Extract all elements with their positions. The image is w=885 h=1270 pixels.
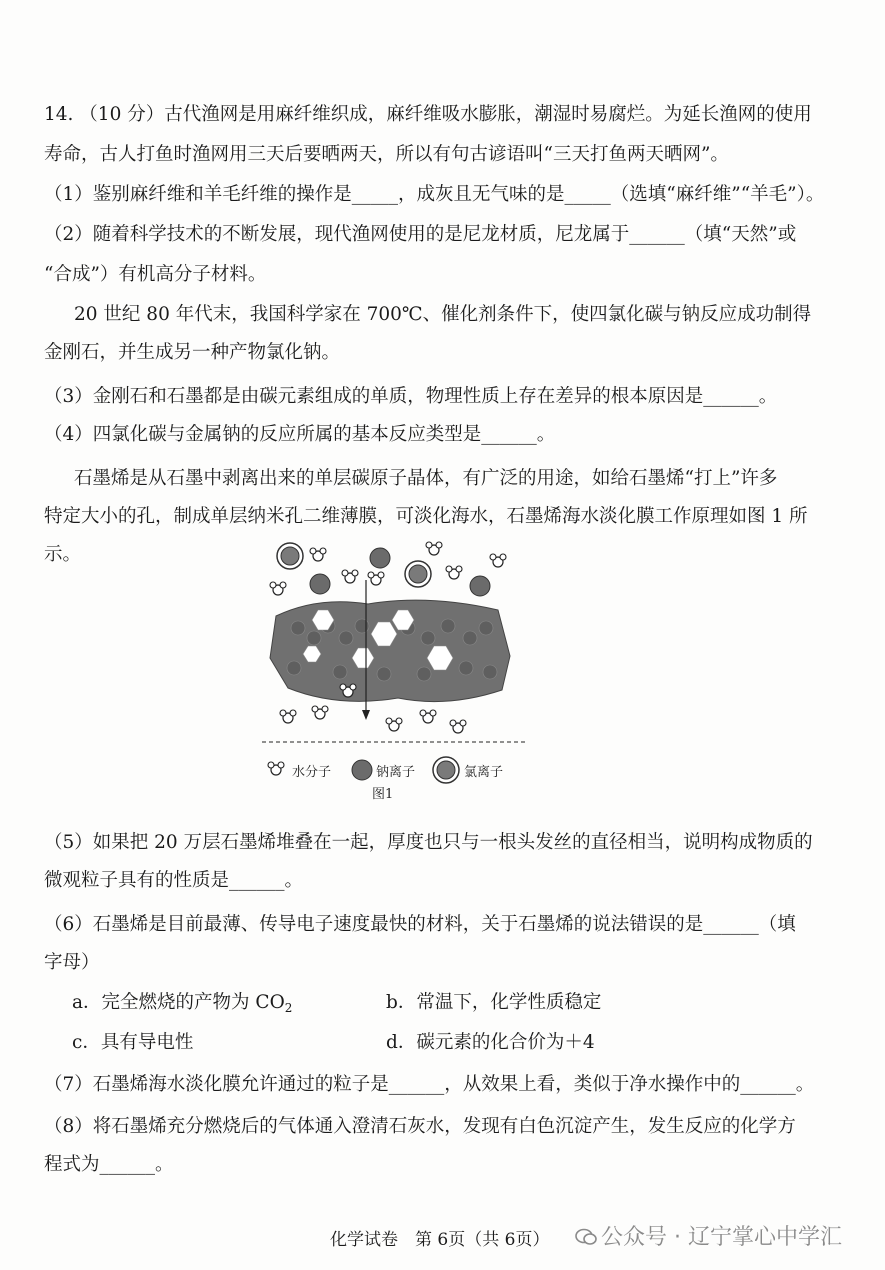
- sub-question-5-line-1: （5）如果把 20 万层石墨烯堆叠在一起，厚度也只与一根头发丝的直径相当，说明构成物质的: [44, 832, 813, 853]
- legend-sodium-label: 钠离子: [376, 765, 416, 780]
- water-molecule-icon: [312, 706, 328, 719]
- sub-question-6-line-2: 字母）: [44, 952, 100, 973]
- water-molecule-icon: [420, 710, 436, 723]
- chloride-ion-icon: [277, 543, 303, 569]
- option-c: c．具有导电性: [72, 1032, 194, 1053]
- intro-line-1: 14. （10 分）古代渔网是用麻纤维织成，麻纤维吸水膨胀，潮湿时易腐烂。为延长渔网的使用: [44, 104, 812, 125]
- sub-question-5-line-2: 微观粒子具有的性质是______。: [44, 870, 304, 891]
- water-molecule-icon: [280, 710, 296, 723]
- watermark: [575, 1224, 842, 1252]
- water-molecule-icon: [386, 718, 402, 731]
- paragraph-graphene-line-2: 特定大小的孔，制成单层纳米孔二维薄膜，可淡化海水，石墨烯海水淡化膜工作原理如图 1 所: [44, 506, 808, 527]
- sub-question-4: （4）四氯化碳与金属钠的反应所属的基本反应类型是______。: [44, 424, 556, 445]
- legend-sodium-icon: [352, 760, 372, 780]
- paragraph-graphene-line-1: 石墨烯是从石墨中剥离出来的单层碳原子晶体，有广泛的用途，如给石墨烯“打上”许多: [74, 468, 778, 489]
- figure-1-desalination-diagram: [258, 538, 528, 808]
- arrow-down-icon: [362, 710, 370, 720]
- intro-line-2: 寿命，古人打鱼时渔网用三天后要晒两天，所以有句古谚语叫“三天打鱼两天晒网”。: [44, 144, 729, 165]
- sub-question-2-line-2: “合成”）有机高分子材料。: [44, 264, 267, 285]
- option-b: b．常温下，化学性质稳定: [386, 992, 602, 1013]
- sub-question-8-line-2: 程式为______。: [44, 1154, 174, 1175]
- sodium-ion-icon: [370, 548, 390, 568]
- sub-question-8-line-1: （8）将石墨烯充分燃烧后的气体通入澄清石灰水，发现有白色沉淀产生，发生反应的化学方: [44, 1116, 796, 1137]
- sub-question-6-line-1: （6）石墨烯是目前最薄、传导电子速度最快的材料，关于石墨烯的说法错误的是______（填: [44, 914, 796, 935]
- sodium-ion-icon: [310, 574, 330, 594]
- chloride-ion-icon: [405, 561, 431, 587]
- watermark-text: 公众号 · 辽宁掌心中学汇: [601, 1225, 842, 1250]
- water-molecule-icon: [342, 570, 358, 583]
- sub-question-2-line-1: （2）随着科学技术的不断发展，现代渔网使用的是尼龙材质，尼龙属于______（填“天然”或: [44, 224, 797, 245]
- page-footer: 化学试卷 第 6页（共 6页）: [330, 1230, 550, 1250]
- legend-chloride-icon: [433, 757, 459, 783]
- water-molecule-icon: [490, 554, 506, 567]
- option-a: a．完全燃烧的产物为 $CO_2$: [72, 992, 293, 1015]
- sub-question-3: （3）金刚石和石墨都是由碳元素组成的单质，物理性质上存在差异的根本原因是______。: [44, 386, 778, 407]
- paragraph-diamond-line-2: 金刚石，并生成另一种产物氯化钠。: [44, 342, 341, 363]
- paragraph-graphene-line-3: 示。: [44, 544, 82, 565]
- water-molecule-icon: [310, 548, 326, 561]
- water-molecule-icon: [446, 566, 462, 579]
- legend-chloride-label: 氯离子: [464, 765, 504, 780]
- water-molecule-icon: [368, 572, 384, 585]
- sub-question-1: （1）鉴别麻纤维和羊毛纤维的操作是_____，成灰且无气味的是_____（选填“麻纤维”“羊毛”）。: [44, 184, 825, 205]
- option-d: d．碳元素的化合价为＋4: [386, 1032, 595, 1053]
- water-molecule-icon: [450, 720, 466, 733]
- legend-water-icon: [268, 762, 284, 775]
- figure-caption: 图1: [372, 787, 394, 802]
- wechat-icon: [575, 1228, 597, 1246]
- paragraph-diamond-line-1: 20 世纪 80 年代末，我国科学家在 700℃、催化剂条件下，使四氯化碳与钠反应成功制得: [74, 304, 812, 325]
- sodium-ion-icon: [470, 576, 490, 596]
- water-molecule-icon: [426, 542, 442, 555]
- graphene-membrane: [270, 600, 510, 701]
- sub-question-7: （7）石墨烯海水淡化膜允许通过的粒子是______，从效果上看，类似于净水操作中的______。: [44, 1074, 815, 1095]
- water-molecule-icon: [270, 582, 286, 595]
- legend-water-label: 水分子: [292, 765, 332, 780]
